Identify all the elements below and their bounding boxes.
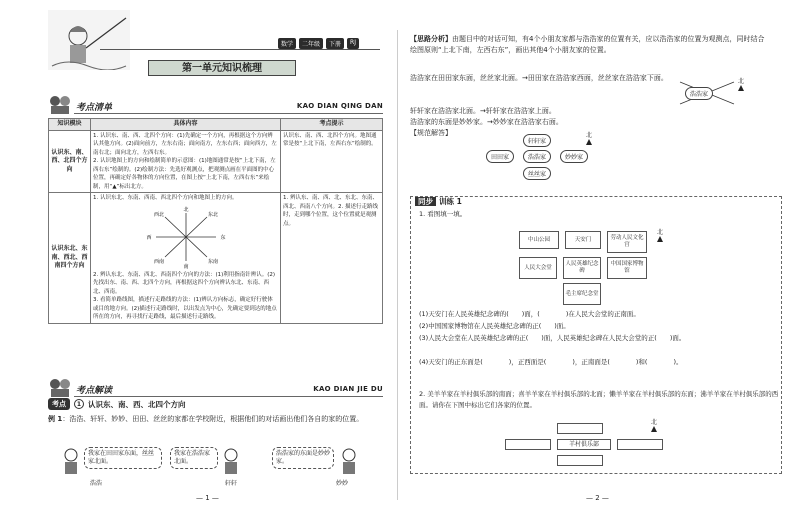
kid-name: 浩浩 xyxy=(90,480,103,487)
eight-direction-compass xyxy=(141,205,231,269)
speech-bubble-xuanxuan: 我家在浩浩家北面。 xyxy=(170,447,218,469)
north-arrow-icon xyxy=(586,139,592,145)
answer-left-pill: 田田家 xyxy=(486,150,514,163)
answer-right-pill: 妙妙家 xyxy=(560,150,588,163)
subject-badge: 数学 xyxy=(278,38,296,49)
section-label: 考点解读 xyxy=(76,386,113,396)
analysis-label: 【思路分析】 xyxy=(410,35,452,43)
kids-icon xyxy=(48,94,72,114)
tips-cell: 认识东、南、西、北四个方向。地图通常是按“上北下南，左西右东”绘制的。 xyxy=(281,130,383,193)
page-divider xyxy=(397,30,398,500)
north-indicator xyxy=(651,417,657,432)
question-1-item: (4)天安门的正东面是( )，正西面是( )，正南面是( )和( )。 xyxy=(419,358,683,366)
content-cell xyxy=(91,130,281,193)
north-label: 北 xyxy=(651,419,658,426)
map-cell: 毛主席纪念堂 xyxy=(563,283,601,305)
fisherman-kid-illustration xyxy=(48,10,130,70)
grade-badge: 二年级 xyxy=(299,38,323,49)
map-cell: 天安门 xyxy=(565,231,601,249)
north-arrow-icon xyxy=(738,85,744,91)
exercise-title-text: 训练 1 xyxy=(439,197,462,206)
north-arrow-icon xyxy=(657,236,663,242)
table-header: 具体内容 xyxy=(91,119,281,131)
section-label: 考点清单 xyxy=(76,103,113,113)
analysis-paragraph xyxy=(410,34,770,56)
content-item: 1. 认识东北、东南、西南、西北四个方向和地图上的方向。 xyxy=(93,195,238,201)
north-label: 北 xyxy=(586,132,593,139)
speech-bubble-haohao: 我家在田田家东面，丝丝家北面。 xyxy=(84,447,162,469)
question-1-item: (2)中国国家博物馆在人民英雄纪念碑的正( )面。 xyxy=(419,322,570,330)
compass-e: 东 xyxy=(219,234,226,241)
kid-haohao-illustration xyxy=(60,447,82,477)
club-box: 羊村俱乐部 xyxy=(557,439,611,450)
analysis-text: 由题目中的对话可知，有4个小朋友家都与浩浩家的位置有关，应以浩浩家的位置为观测点，同时结合绘图原则“上北下南，左西右东”，画出其他4个小朋友家的位置。 xyxy=(410,35,765,54)
section-header-list xyxy=(48,100,383,114)
content-cell xyxy=(91,193,281,324)
unit-title: 第一单元知识梳理 xyxy=(148,60,296,76)
key-point-heading xyxy=(48,398,186,410)
page-number: — 1 — xyxy=(196,494,219,502)
answer-top-pill: 轩轩家 xyxy=(523,134,551,147)
compass-nw: 西北 xyxy=(153,211,164,218)
module-cell: 认识东北、东南、西北、西南四个方向 xyxy=(49,193,91,324)
content-item: 1. 认识东、南、西、北四个方向：(1)先确定一个方向，再根据这个方向辨认其他方向。(2)面向前方，左东右南；面向南方，左东右西；面向西方，左南右北；面向北方，左西右东。 xyxy=(93,132,277,156)
exercise-title xyxy=(415,196,462,207)
map-cell: 劳动人民文化宫 xyxy=(607,231,647,253)
north-indicator xyxy=(738,76,744,91)
answer-blank-west[interactable] xyxy=(505,439,551,450)
north-arrow-icon xyxy=(651,426,657,432)
compass-se: 东南 xyxy=(207,258,218,265)
compass-ne: 东北 xyxy=(207,211,218,218)
section-pinyin: KAO DIAN JIE DU xyxy=(313,385,383,393)
compass-w: 西 xyxy=(145,234,152,241)
section-header-explain xyxy=(48,383,383,397)
table-row xyxy=(49,193,383,324)
table-header: 考点提示 xyxy=(281,119,383,131)
compass-n: 北 xyxy=(182,206,189,213)
map-cell: 中山公园 xyxy=(519,231,559,249)
volume-badge: 下册 xyxy=(326,38,344,49)
module-cell: 认识东、南、西、北四个方向 xyxy=(49,130,91,193)
north-label: 北 xyxy=(657,229,664,236)
key-point-tag: 考点 xyxy=(48,398,70,410)
exercise-tag: 同步 xyxy=(415,197,436,206)
north-label: 北 xyxy=(738,78,745,85)
map-cell: 人民大会堂 xyxy=(519,257,557,279)
map-cell: 人民英雄纪念碑 xyxy=(563,257,601,279)
section-pinyin: KAO DIAN QING DAN xyxy=(296,102,383,110)
tips-cell: 1. 辨认东、南、西、北、东北、东南、西北、西南八个方向。2. 描述行走路线时，走到哪个位置，这个位置就是观测点。 xyxy=(281,193,383,324)
example-text: ：浩浩、轩轩、妙妙、田田、丝丝的家都在学校附近，根据他们的对话画出他们各自的家的位置。 xyxy=(62,415,364,423)
page-number: — 2 — xyxy=(586,494,609,502)
kid-name: 妙妙 xyxy=(336,480,349,487)
exercise-box xyxy=(410,196,782,474)
speech-bubble-miaomiao: 浩浩家的东面是妙妙家。 xyxy=(272,447,334,469)
question-2: 2. 美羊羊家在羊村俱乐部的南面；喜羊羊家在羊村俱乐部的北面；懒羊羊家在羊村俱乐部的东面；沸羊羊家在羊村俱乐部的西面。请你在下图中标出它们各家的位置。 xyxy=(419,390,779,409)
analysis-step: 浩浩家在田田家东面，丝丝家北面。→田田家在浩浩家西面，丝丝家在浩浩家下面。 xyxy=(410,74,668,82)
answer-bottom-pill: 丝丝家 xyxy=(523,167,551,180)
kid-miaomiao-illustration xyxy=(338,447,360,477)
question-1: 1. 看图填一填。 xyxy=(419,210,467,218)
answer-blank-north[interactable] xyxy=(557,423,603,434)
right-page xyxy=(400,0,793,518)
north-indicator xyxy=(657,227,663,242)
key-point-title: 认识东、南、西、北四个方向 xyxy=(88,399,186,409)
content-item: 3. 看简单路线图，描述行走路线的方法：(1)辨认方向标志，确定好行驶体或目的地方向。(2)描述行走路线时，以出发点为中心，先确定要到达的地点所在的方向，再寻找行走路线，最后描述行走路线。 xyxy=(93,297,277,320)
table-header-row xyxy=(49,119,383,131)
kid-xuanxuan-illustration xyxy=(220,447,242,477)
question-1-item: (1)天安门在人民英雄纪念碑的( )面，( )在人民大会堂的正南面。 xyxy=(419,310,640,318)
table-header: 知识模块 xyxy=(49,119,91,131)
answer-blank-south[interactable] xyxy=(557,455,603,466)
center-house-pill: 浩浩家 xyxy=(685,87,713,100)
north-indicator xyxy=(586,130,592,145)
question-1-item: (3)人民大会堂在人民英雄纪念碑的正( )面，人民英雄纪念碑在人民大会堂的正( )面。 xyxy=(419,334,686,342)
answer-blank-east[interactable] xyxy=(617,439,663,450)
edition-badge: RJ xyxy=(347,38,359,49)
header-badges xyxy=(278,38,359,49)
analysis-step: 轩轩家在浩浩家北面。→轩轩家在浩浩家上面。 xyxy=(410,107,556,115)
content-item: 2. 辨认东北、东南、西北、西南四个方向的方法：(1)利用指南针辨认。(2)先找出东、南、西、北四个方向，再根据这四个方向辨认东北、东南、西北、西南。 xyxy=(93,271,276,295)
left-page xyxy=(0,0,396,518)
table-row xyxy=(49,130,383,193)
answer-label: 【规范解答】 xyxy=(410,129,452,137)
header-rule xyxy=(100,49,380,50)
example-label: 例 1 xyxy=(48,415,63,423)
key-point-number: 1 xyxy=(74,399,84,409)
compass-s: 南 xyxy=(182,263,189,269)
example-1 xyxy=(48,414,383,424)
answer-center-pill: 浩浩家 xyxy=(523,150,551,163)
kid-name: 轩轩 xyxy=(225,480,238,487)
analysis-step: 浩浩家的东面是妙妙家。→妙妙家在浩浩家右面。 xyxy=(410,118,563,126)
knowledge-table xyxy=(48,118,383,324)
compass-sw: 西南 xyxy=(153,258,164,265)
kids-icon xyxy=(48,377,72,397)
map-cell: 中国国家博物馆 xyxy=(607,257,647,279)
content-item: 2. 认识地图上的方向和绘制简单的示意图：(1)地图通常是按“上北下南，左西右东”绘制的。(2)绘制方法：先选好观测点，把观测点画在平面图的中心位置，再确定好各物体的方向位置，在图上按“上北下南，左西右东”来绘制，用“▲”标出北方。 xyxy=(93,158,276,190)
